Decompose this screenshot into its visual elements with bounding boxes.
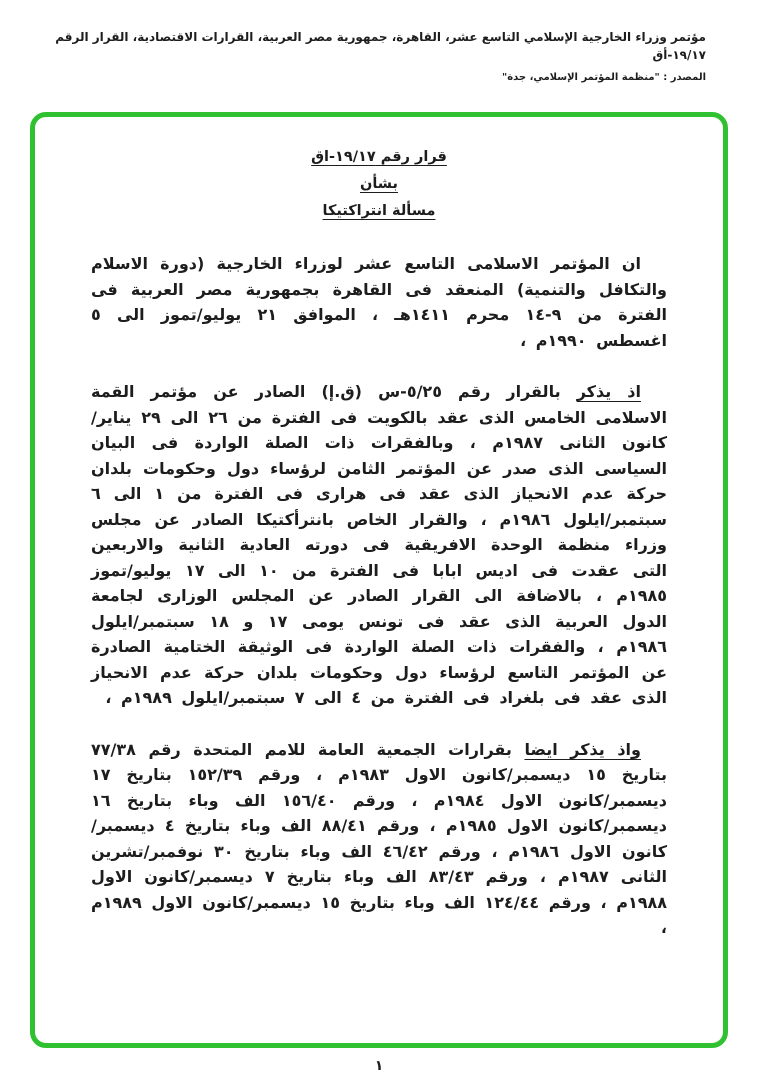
paragraph-text: بالقرار رقم ٥/٢٥-س (ق.إ) الصادر عن مؤتمر القمة الاسلامى الخامس الذى عقد بالكويت فى الفترة من ٢٦ الى ٢٩ يناير/كانون الثانى ١٩٨٧م ، وبالفقرات ذات الصلة الواردة فى البيان السياسى الذى صدر عن المؤتمر الثامن لرؤساء دول وحكومات بلدان حركة عدم الانحياز الذى عقد فى هرارى فى الفترة من ١ الى ٦ سبتمبر/ايلول ١٩٨٦م ، والقرار الخاص بانترأكتيكا الصادر عن مجلس وزراء منظمة الوحدة الافريقية فى دورته العادية الثانية والاربعين التى عقدت فى اديس ابابا فى الفترة من ١٠ الى ١٧ يوليو/تموز ١٩٨٥م ، بالاضافة الى القرار الصادر عن المجلس الوزارى لجامعة الدول العربية الذى عقد فى تونس يومى ١٧ و ١٨ سبتمبر/ايلول ١٩٨٦م ، والفقرات ذات الصلة الواردة فى الوثيقة الختامية الصادرة عن المؤتمر التاسع لرؤساء دول وحكومات بلدان حركة عدم الانحياز الذى عقد فى بلغراد فى الفترة من ٤ الى ٧ سبتمبر/ايلول ١٩٨٩م ، bbox=[91, 382, 668, 707]
paragraph-text: بقرارات الجمعية العامة للامم المتحدة رقم ٧٧/٣٨ بتاريخ ١٥ ديسمبر/كانون الاول ١٩٨٣م ، ورقم ١٥٢/٣٩ بتاريخ ١٧ ديسمبر/كانون الاول ١٩٨٤م ، ورقم ١٥٦/٤٠ الف وباء بتاريخ ١٦ ديسمبر/كانون الاول ١٩٨٥م ، ورقم ٨٨/٤١ الف وباء بتاريخ ٤ ديسمبر/كانون الاول ١٩٨٦م ، ورقم ٤٦/٤٢ الف وباء بتاريخ ٣٠ نوفمبر/تشرين الثانى ١٩٨٧م ، ورقم ٨٣/٤٣ الف وباء بتاريخ ٧ ديسمبر/كانون الاول ١٩٨٨م ، ورقم ١٢٤/٤٤ الف وباء بتاريخ ١٥ ديسمبر/كانون الاول ١٩٨٩م ، bbox=[91, 739, 668, 937]
header-citation: مؤتمر وزراء الخارجية الإسلامي التاسع عشر، القاهرة، جمهورية مصر العربية، القرارات الاقتصادية، القرار الرقم ١٩/١٧-أق bbox=[55, 30, 706, 62]
document-content bbox=[35, 117, 723, 941]
header-source: المصدر : "منظمة المؤتمر الإسلامي، جدة" bbox=[501, 72, 706, 83]
paragraph-lead: واذ يذكر ايضا bbox=[524, 739, 641, 759]
resolution-regarding-label: بشأن bbox=[359, 176, 399, 192]
document-frame bbox=[30, 112, 728, 1048]
resolution-subject: مسألة انتراكتيكا bbox=[322, 203, 436, 219]
paragraph-text: ان المؤتمر الاسلامى التاسع عشر لوزراء الخارجية (دورة الاسلام والتكافل والتنمية) المنعقد فى القاهرة بجمهورية مصر العربية فى الفترة من ٩-١٤ محرم ١٤١١هـ ، الموافق ٢١ يوليو/تموز الى ٥ اغسطس ١٩٩٠م ، bbox=[91, 254, 668, 350]
resolution-title-block bbox=[91, 149, 667, 219]
paragraph-lead: اذ يذكر bbox=[576, 382, 641, 401]
page-number: ١ bbox=[374, 1058, 384, 1074]
preamble-paragraph-2 bbox=[91, 379, 667, 711]
document-header bbox=[40, 28, 706, 83]
resolution-number: قرار رقم ١٩/١٧-اق bbox=[311, 149, 447, 165]
preamble-paragraph-1 bbox=[91, 251, 667, 353]
preamble-paragraph-3 bbox=[91, 737, 667, 941]
